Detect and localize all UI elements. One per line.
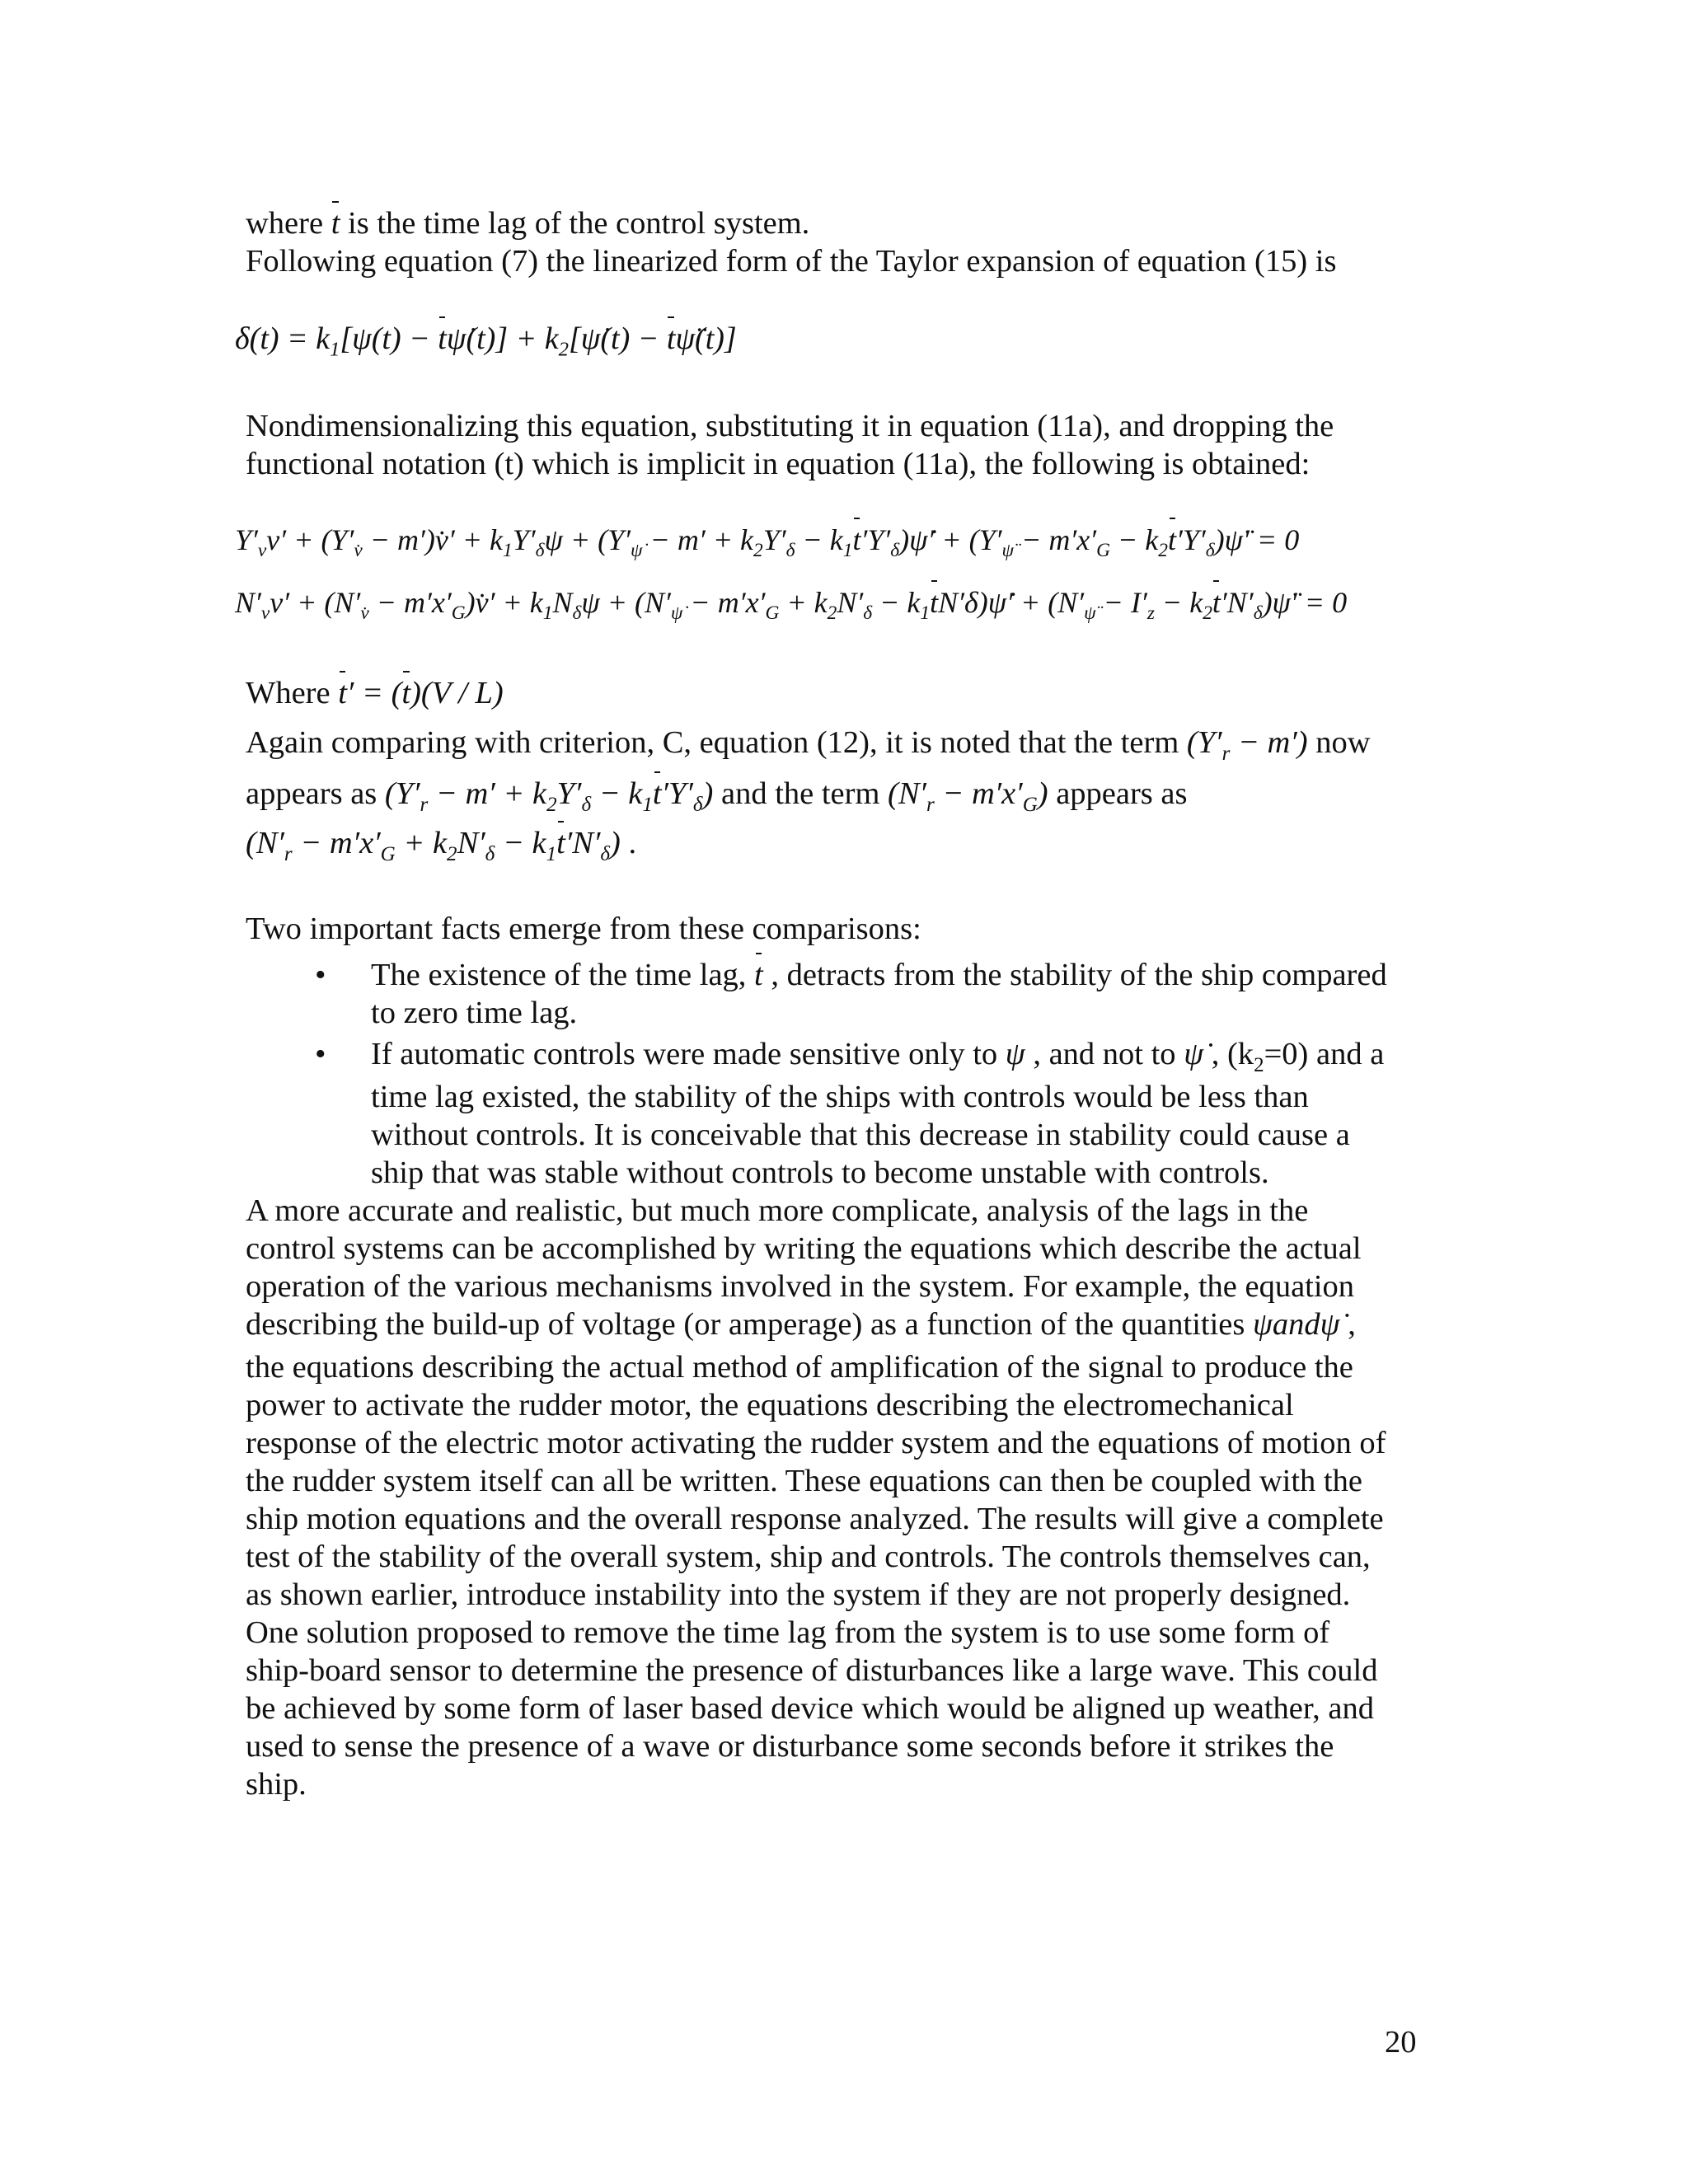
equation-y: $Y'_vv' + (Y'_{v̇}$ − m′)v̇′ + $k_1Y'_\delta\psi + (Y'_{\psi̇} - m' + k_2Y'_\delta$ − $k_1t'Y'_\delta)\psi̇' + (Y'_{\psï} - m'x'_G$ − $k_2t'Y'_\delta)\psï' = 0$: [235, 521, 1299, 569]
page-number: 20: [1385, 2025, 1417, 2060]
paragraph-where-t: Where t′ = (t)(V / L): [246, 676, 504, 710]
paragraph-accurate-line-11: as shown earlier, introduce instability into the system if they are not properly designed.: [246, 1577, 1351, 1612]
paragraph-accurate-line-8: the rudder system itself can all be written. These equations can then be coupled with the: [246, 1464, 1362, 1498]
bullet-1-line-2: to zero time lag.: [371, 996, 578, 1030]
paragraph-following: Following equation (7) the linearized form of the Taylor expansion of equation (15) is: [246, 244, 1337, 279]
paragraph-accurate-line-5: the equations describing the actual method of amplification of the signal to produce the: [246, 1350, 1353, 1385]
bullet-2-line-4: ship that was stable without controls to become unstable with controls.: [371, 1155, 1269, 1190]
paragraph-nondim-2: functional notation (t) which is implicit in equation (11a), the following is obtained:: [246, 447, 1311, 481]
paragraph-comparing-1: Again comparing with criterion, C, equation (12), it is noted that the term $(Y'_r - m')$ now: [246, 725, 1371, 765]
paragraph-accurate-line-16: ship.: [246, 1767, 307, 1802]
paragraph-accurate-line-10: test of the stability of the overall system, ship and controls. The controls themselves can,: [246, 1540, 1371, 1574]
bullet-dot-2: •: [315, 1037, 326, 1071]
paragraph-accurate-line-2: control systems can be accomplished by writing the equations which describe the actual: [246, 1231, 1362, 1266]
paragraph-time-lag: where t is the time lag of the control system.: [246, 206, 810, 241]
paragraph-two-facts: Two important facts emerge from these comparisons:: [246, 912, 921, 946]
paragraph-accurate-line-13: ship-board sensor to determine the presence of disturbances like a large wave. This could: [246, 1653, 1378, 1688]
paragraph-accurate-line-15: used to sense the presence of a wave or disturbance some seconds before it strikes the: [246, 1729, 1334, 1764]
bullet-2-line-3: without controls. It is conceivable that this decrease in stability could cause a: [371, 1118, 1350, 1152]
bullet-2-line-1: If automatic controls were made sensitive only to ψ , and not to ψ̇ , $(k_2=0)$ and a: [371, 1037, 1385, 1076]
paragraph-accurate-line-7: response of the electric motor activating the rudder system and the equations of motion of: [246, 1426, 1386, 1460]
equation-delta: $\delta(t) = k_1[\psi(t)$ − tψ̇(t)] + $k_2[\psi̇(t)$ − tψ̈(t)]: [235, 321, 737, 361]
paragraph-accurate-line-12: One solution proposed to remove the time lag from the system is to use some form of: [246, 1615, 1330, 1650]
paragraph-accurate-line-9: ship motion equations and the overall response analyzed. The results will give a complete: [246, 1502, 1384, 1536]
paragraph-accurate-line-4: describing the build-up of voltage (or amperage) as a function of the quantities ψandψ̇ ,: [246, 1307, 1356, 1342]
paragraph-nondim-1: Nondimensionalizing this equation, substituting it in equation (11a), and dropping the: [246, 409, 1334, 443]
paragraph-comparing-3: $(N'_r - m'x'_G + k_2N'_\delta - k_1t'N'_\delta)$ .: [246, 826, 637, 865]
bullet-2-line-2: time lag existed, the stability of the ships with controls would be less than: [371, 1080, 1309, 1114]
paragraph-comparing-2: appears as $(Y'_r - m' + k_2Y'_\delta - k_1t'Y'_\delta)$ and the term $(N'_r - m'x'_G)$ appears as: [246, 776, 1188, 816]
paragraph-accurate-line-3: operation of the various mechanisms involved in the system. For example, the equation: [246, 1269, 1355, 1304]
equation-n: $N'_vv' + (N'_{v̇}$ − $m'x'_G)v̇' + k_1N_\delta\psi + (N'_{\psi̇} - m'x'_G + k_2N'_\delta$ − $k_1tN'\delta)\psi̇' + (N'_{\psï} - I'_z$ − $k_2t'N'_\delta)\psï' = 0$: [235, 583, 1347, 632]
bullet-dot-1: •: [315, 958, 326, 992]
paragraph-accurate-line-14: be achieved by some form of laser based device which would be aligned up weather, and: [246, 1691, 1374, 1726]
paragraph-accurate-line-6: power to activate the rudder motor, the equations describing the electromechanical: [246, 1388, 1294, 1422]
bullet-1-line-1: The existence of the time lag, t , detracts from the stability of the ship compared: [371, 958, 1387, 992]
paragraph-accurate-line-1: A more accurate and realistic, but much more complicate, analysis of the lags in the: [246, 1193, 1309, 1228]
